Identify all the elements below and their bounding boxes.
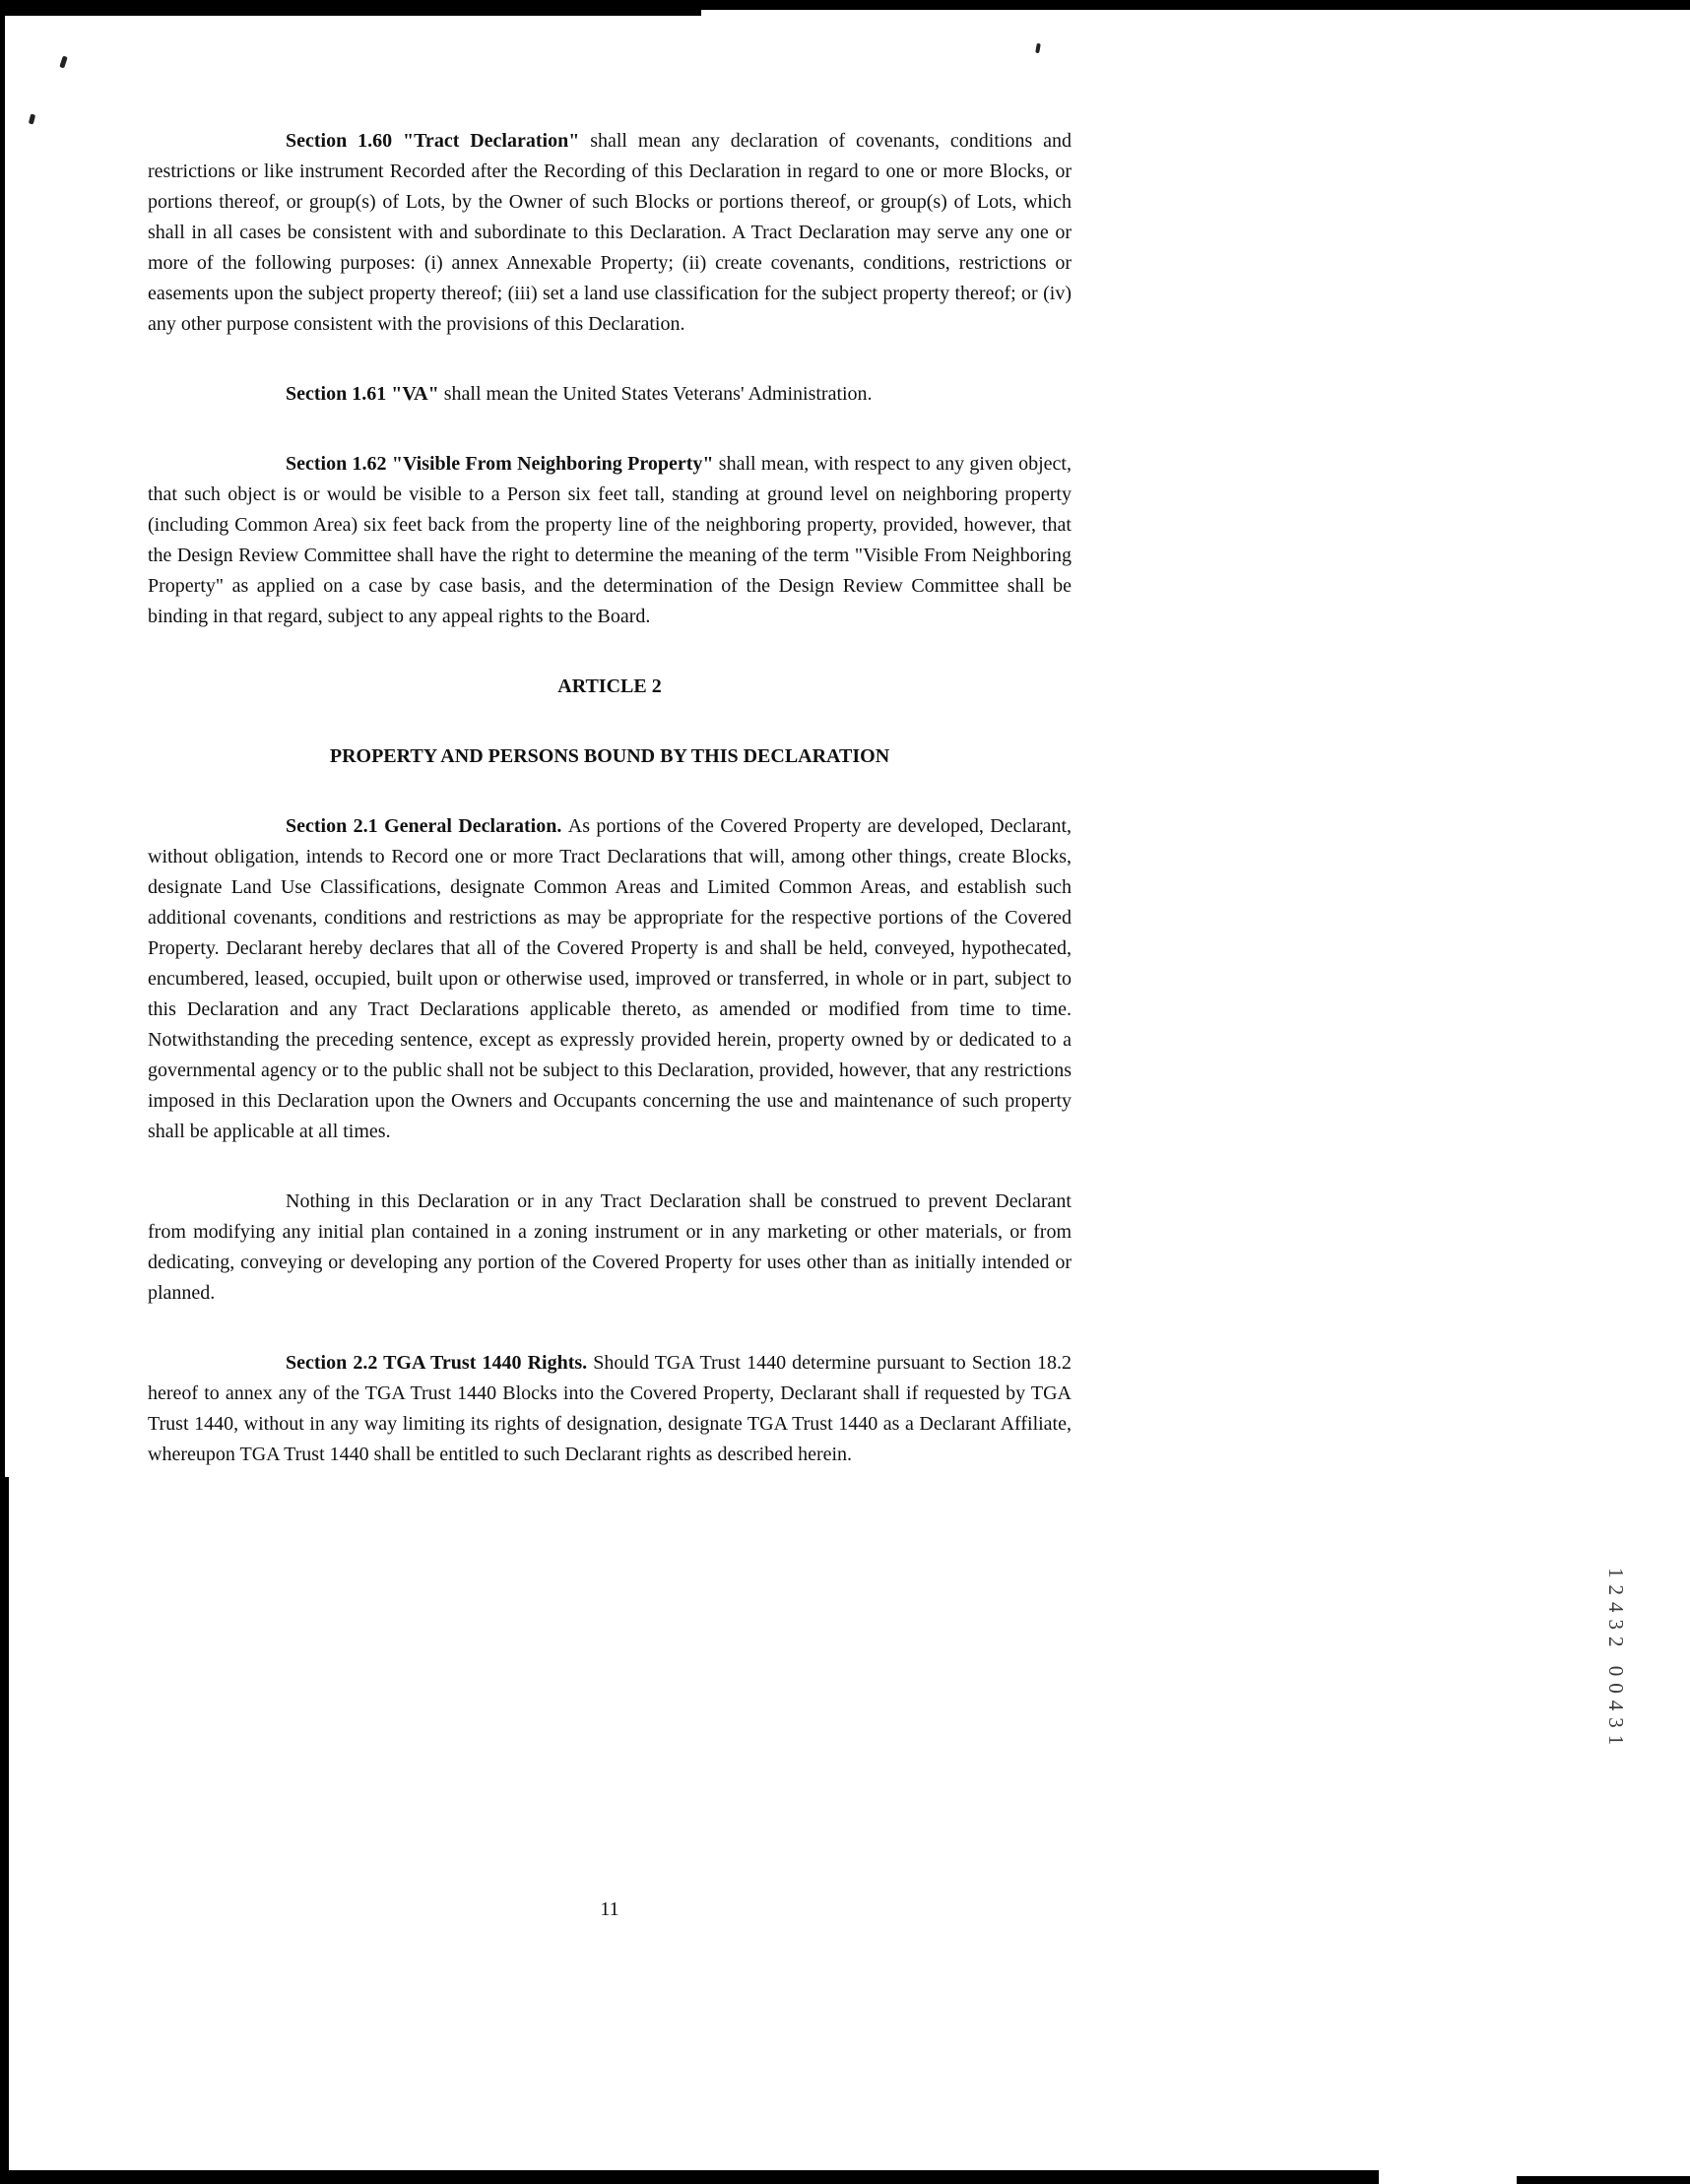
article-2-heading: ARTICLE 2: [557, 675, 662, 697]
section-2-1-heading: Section 2.1 General Declaration.: [286, 815, 568, 837]
section-1-62-heading: Section 1.62 "Visible From Neighboring Property": [286, 453, 719, 475]
scan-artifact-left-lower-bar: [0, 1477, 9, 2184]
page-number: 11: [600, 1898, 619, 1920]
scan-speck: [59, 56, 67, 69]
section-1-60-paragraph: [148, 126, 1072, 340]
section-1-62-text: shall mean, with respect to any given object, that such object is or would be visible to a Person six feet tall, standing at ground level on neighboring property (including Common Area) six feet back from the property line of the neighboring property, provided, however, that the Design Review Committee shall have the right to determine the meaning of the term "Visible From Neighboring Property" as applied on a case by case basis, and the determination of the Design Review Committee shall be binding in that regard, subject to any appeal rights to the Board.: [148, 453, 1072, 627]
article-2-title: PROPERTY AND PERSONS BOUND BY THIS DECLARATION: [329, 745, 890, 767]
section-1-61-text: shall mean the United States Veterans' Administration.: [443, 383, 873, 405]
nothing-clause-paragraph: [148, 1187, 1072, 1309]
section-1-61-heading: Section 1.61 "VA": [286, 383, 444, 405]
scan-speck: [1035, 43, 1041, 54]
section-1-62-paragraph: [148, 449, 1072, 632]
section-2-2-paragraph: [148, 1348, 1072, 1470]
section-2-1-text: As portions of the Covered Property are developed, Declarant, without obligation, intends to Record one or more Tract Declarations that will, among other things, create Blocks, designate Land Use Classifications, designate Common Areas and Limited Common Areas, and establish such additional covenants, conditions and restrictions as may be appropriate for the respective portions of the Covered Property. Declarant hereby declares that all of the Covered Property is and shall be held, conveyed, hypothecated, encumbered, leased, occupied, built upon or otherwise used, improved or transferred, in whole or in part, subject to this Declaration and any Tract Declarations applicable thereto, as amended or modified from time to time. Notwithstanding the preceding sentence, except as expressly provided herein, property owned by or dedicated to a governmental agency or to the public shall not be subject to this Declaration, provided, however, that any restrictions imposed in this Declaration upon the Owners and Occupants concerning the use and maintenance of such property shall be applicable at all times.: [148, 815, 1072, 1142]
nothing-clause-text: Nothing in this Declaration or in any Tract Declaration shall be construed to prevent Declarant from modifying any initial plan contained in a zoning instrument or in any marketing or other materials, or from dedicating, conveying or developing any portion of the Covered Property for uses other than as initially intended or planned.: [148, 1190, 1072, 1304]
section-1-60-text: shall mean any declaration of covenants, conditions and restrictions or like instrument Recorded after the Recording of this Declaration in regard to one or more Blocks, or portions thereof, or group(s) of Lots, by the Owner of such Blocks or portions thereof, or group(s) of Lots, which shall in all cases be consistent with and subordinate to this Declaration. A Tract Declaration may serve any one or more of the following purposes: (i) annex Annexable Property; (ii) create covenants, conditions, restrictions or easements upon the subject property thereof; (iii) set a land use classification for the subject property thereof; or (iv) any other purpose consistent with the provisions of this Declaration.: [148, 130, 1072, 335]
section-1-61-paragraph: [148, 379, 1072, 410]
section-2-1-paragraph: [148, 811, 1072, 1147]
scan-artifact-bottom-bar: [0, 2170, 1379, 2184]
scan-artifact-bottom-right-bar: [1517, 2176, 1690, 2184]
scan-artifact-top-left-bar: [0, 0, 701, 16]
section-2-2-text: Should TGA Trust 1440 determine pursuant to Section 18.2 hereof to annex any of the TGA Trust 1440 Blocks into the Covered Property, Declarant shall if requested by TGA Trust 1440, without in any way limiting its rights of designation, designate TGA Trust 1440 as a Declarant Affiliate, whereupon TGA Trust 1440 shall be entitled to such Declarant rights as described herein.: [148, 1352, 1072, 1465]
section-2-2-heading: Section 2.2 TGA Trust 1440 Rights.: [286, 1352, 594, 1374]
document-body: [148, 126, 1072, 1510]
margin-stamp-code: 12432 00431: [1604, 1568, 1628, 1753]
section-1-60-heading: Section 1.60 "Tract Declaration": [286, 130, 591, 152]
scan-speck: [29, 114, 35, 125]
